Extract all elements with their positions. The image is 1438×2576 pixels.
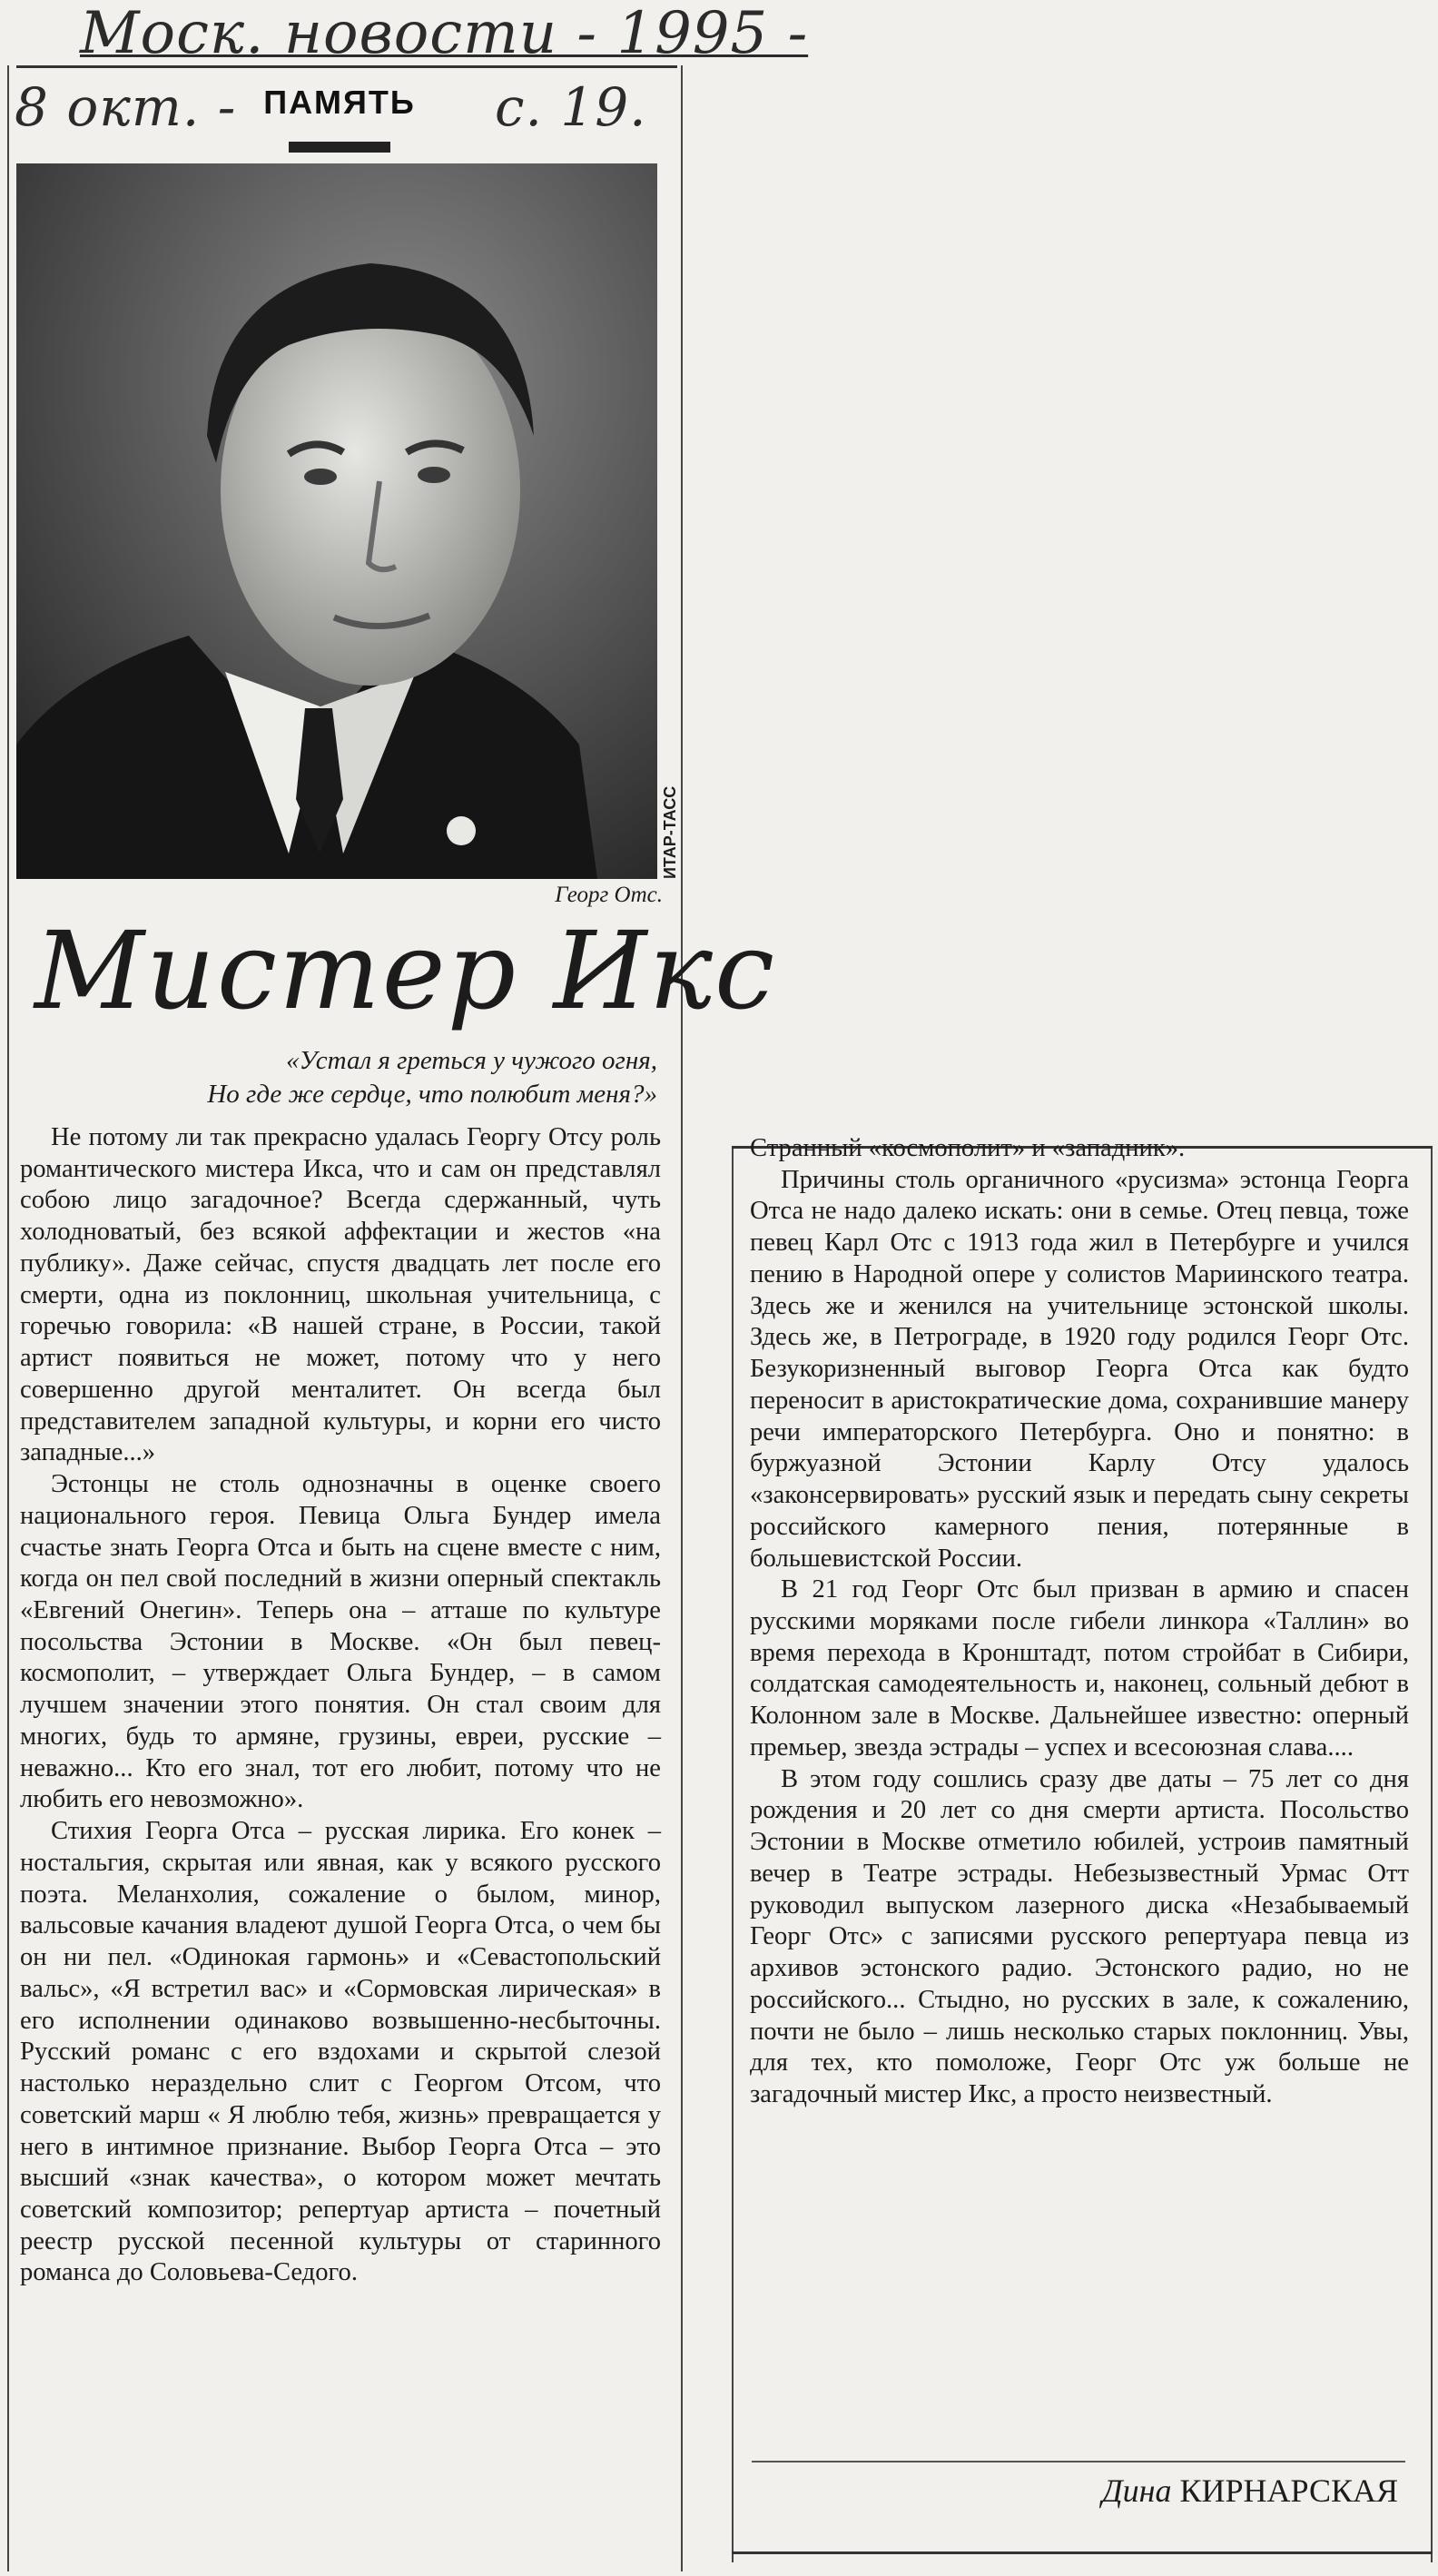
portrait-photo: [16, 163, 657, 879]
paragraph: В этом году сошлись сразу две даты – 75 лет со дня рождения и 20 лет со дня смерти артиста. Посольство Эстонии в Москве отметило юбилей, устроив памятный вечер в Театре эстрады. Небезызвестный Урмас Отт руководил выпуском лазерного диска «Незабываемый Георг Отс» с записями русского репертуара певца из архивов эстонского радио. Эстонского радио, но не российского... Стыдно, но русских в зале, к сожалению, почти не было – лишь несколько старых поклонниц. Увы, для тех, кто помоложе, Георг Отс уж больше не загадочный мистер Икс, а просто неизвестный.: [750, 1764, 1409, 2109]
paragraph: Эстонцы не столь однозначны в оценке своего национального героя. Певица Ольга Бундер имела счастье знать Георга Отса и быть на сцене вместе с ним, когда он пел свой последний в жизни оперный спектакль «Евгений Онегин». Теперь она – атташе по культуре посольства Эстонии в Москве. «Он был певец-космополит, – утверждает Ольга Бундер, – в самом лучшем значении этого понятия. Он стал своим для многих, будь то армяне, грузины, евреи, русские – неважно... Кто его знал, тот его любит, потому что не любить его невозможно».: [20, 1470, 661, 1814]
section-label: ПАМЯТЬ: [254, 84, 425, 122]
handwritten-source: Моск. новости - 1995 -: [80, 0, 809, 67]
photo-caption: Георг Отс.: [555, 883, 663, 907]
paragraph: Причины столь органичного «русизма» эстонца Георга Отса не надо далеко искать: они в семье. Отец певца, тоже певец Карл Отс с 1913 года жил в Петербурге и учился пению в Народной опере у солистов Мариинского театра. Здесь же и женился на учительнице эстонской школы. Здесь же, в Петрограде, в 1920 году родился Георг Отс. Безукоризненный выговор Георга Отса как будто переносит в аристократические дома, сохранившие манеру речи императорского Петербурга. Оно и понятно: в буржуазной Эстонии Карлу Отсу удалось «законсервировать» русский язык и передать сыну секреты российского камерного пения, потерянные в большевистской России.: [750, 1165, 1409, 1573]
author-first-name: Дина: [1101, 2472, 1172, 2509]
author-last-name: КИРНАРСКАЯ: [1179, 2472, 1398, 2509]
article-left-column: [20, 1122, 661, 2289]
headline: Мистер Икс: [34, 908, 777, 1033]
epigraph-line: Но где же сердце, что полюбит меня?»: [207, 1080, 657, 1110]
article-right-column: [750, 1133, 1409, 2111]
paragraph: Странный «космополит» и «западник».: [750, 1134, 1186, 1162]
epigraph-line: «Устал я греться у чужого огня,: [286, 1046, 657, 1075]
photo-credit: ИТАР-ТАСС: [661, 785, 679, 879]
bottom-rule: [732, 2551, 1433, 2554]
signature-rule: [752, 2461, 1405, 2462]
handwritten-date: 8 окт. -: [15, 76, 237, 138]
paragraph: Не потому ли так прекрасно удалась Георгу Отсу роль романтического мистера Икса, что и сам он представлял собою лицо загадочное? Всегда сдержанный, чуть холодноватый, без всякой аффектации и жестов «на публику». Даже сейчас, спустя двадцать лет после его смерти, одна из поклонниц, школьная учительница, с горечью говорила: «В нашей стране, в России, такой артист появиться не может, потому что у него совершенно другой менталитет. Он всегда был представителем западной культуры, и корни его чисто западные...»: [20, 1123, 661, 1467]
epigraph: [91, 1044, 657, 1111]
author-signature: [752, 2472, 1398, 2510]
handwritten-page: с. 19.: [495, 76, 647, 138]
section-bar: [289, 142, 390, 153]
paragraph: Стихия Георга Отса – русская лирика. Его конек – ностальгия, скрытая или явная, как у всякого русского поэта. Меланхолия, сожаление о былом, минор, вальсовые качания владеют душой Георга Отса, о чем бы он ни пел. «Одинокая гармонь» и «Севастопольский вальс», «Я встретил вас» и «Сормовская лирическая» в его исполнении одинаково возвышенно-несбыточны. Русский романс с его вздохами и скрытой слезой настолько нераздельно слит с Георгом Отсом, что советский марш « Я люблю тебя, жизнь» превращается у него в интимное признание. Выбор Георга Отса – это высший «знак качества», о котором может мечтать советский композитор; репертуар артиста – почетный реестр русской песенной культуры от старинного романса до Соловьева-Седого.: [20, 1817, 661, 2287]
portrait-illustration: [16, 163, 657, 879]
paragraph: В 21 год Георг Отс был призван в армию и спасен русскими моряками после гибели линкора «Таллин» во время перехода в Кронштадт, потом стройбат в Сибири, солдатская самодеятельность и, наконец, сольный дебют в Колонном зале в Москве. Дальнейшее известно: оперный премьер, звезда эстрады – успех и всесоюзная слава....: [750, 1575, 1409, 1762]
